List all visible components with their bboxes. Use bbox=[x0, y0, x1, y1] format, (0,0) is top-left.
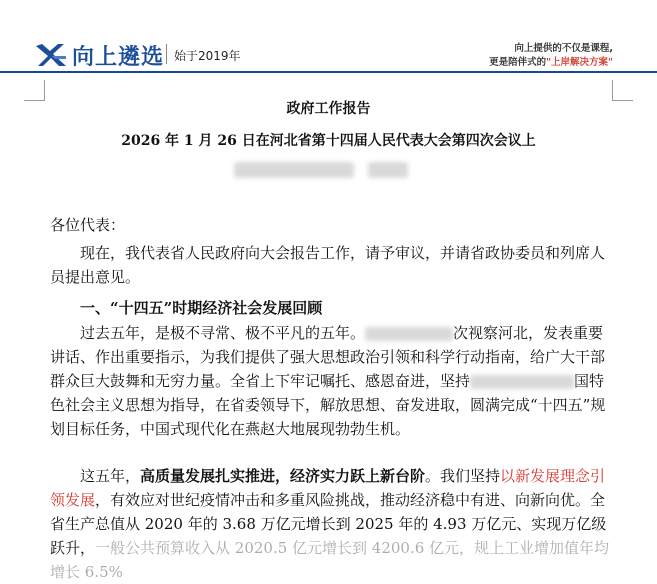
slogan-line2 bbox=[489, 56, 613, 70]
paragraph-1: 现在，我代表省人民政府向大会报告工作，请予审议，并请省政协委员和列席人员提出意见。 bbox=[50, 244, 606, 286]
redacted-speaker-title bbox=[368, 162, 408, 178]
salutation: 各位代表： bbox=[50, 216, 126, 234]
p3-bold: 高质量发展扎实推进，经济实力跃上新台阶 bbox=[140, 467, 426, 485]
p2-segment-3: 国特色社会主义思想为指导，在省委领导下，解放思想、奋发进取，圆满完成“十四五”规划目标任务，中国式现代化在燕赵大地展现勃勃生机。 bbox=[50, 372, 606, 438]
brand-name: 向上遴选 bbox=[72, 45, 165, 70]
slogan-line1: 向上提供的不仅是课程, bbox=[514, 43, 613, 54]
page-header bbox=[0, 0, 657, 74]
paragraph-3 bbox=[50, 464, 610, 584]
section-heading-1: 一、“十四五”时期经济社会发展回顾 bbox=[80, 299, 323, 317]
paragraph-2 bbox=[50, 321, 610, 441]
p3-lead: 这五年， bbox=[80, 467, 141, 485]
redacted-inline-2 bbox=[470, 375, 574, 389]
document-title: 政府工作报告 bbox=[286, 101, 371, 117]
p3-mid: 。我们坚持 bbox=[425, 467, 501, 485]
slogan bbox=[489, 42, 613, 70]
slogan-line2-accent: "上岸解决方案" bbox=[546, 57, 613, 68]
header-rule bbox=[0, 71, 657, 73]
brand-logo-icon bbox=[34, 42, 68, 68]
p3-highlight: 以新发展理念引领发展 bbox=[50, 467, 606, 509]
document-subtitle: 2026 年 1 月 26 日在河北省第十四届人民代表大会第四次会议上 bbox=[121, 133, 536, 149]
redacted-inline-1 bbox=[365, 327, 453, 341]
p3-faded-tail: 一般公共预算收入从 2020.5 亿元增长到 4200.6 亿元，规上工业增加值年均增长 6.5% bbox=[50, 539, 610, 581]
brand-divider bbox=[166, 44, 167, 64]
since-text: 始于2019年 bbox=[174, 49, 241, 63]
p2-segment-1: 过去五年，是极不寻常、极不平凡的五年。 bbox=[80, 324, 366, 342]
slogan-line2-prefix: 更是陪伴式的 bbox=[489, 57, 547, 68]
p3-rest: ，有效应对世纪疫情冲击和多重风险挑战，推动经济稳中有进、向新向优。全省生产总值从 2020 年的 3.68 万亿元增长到 2025 年的 4.93 万亿元、实现万亿级跃升， bbox=[50, 491, 607, 557]
p2-segment-2: 次视察河北，发表重要讲话、作出重要指示，为我们提供了强大思想政治引领和科学行动指南，给广大干部群众巨大鼓舞和无穷力量。全省上下牢记嘱托、感恩奋进，坚持 bbox=[50, 324, 606, 390]
redacted-speaker-name bbox=[234, 162, 354, 178]
